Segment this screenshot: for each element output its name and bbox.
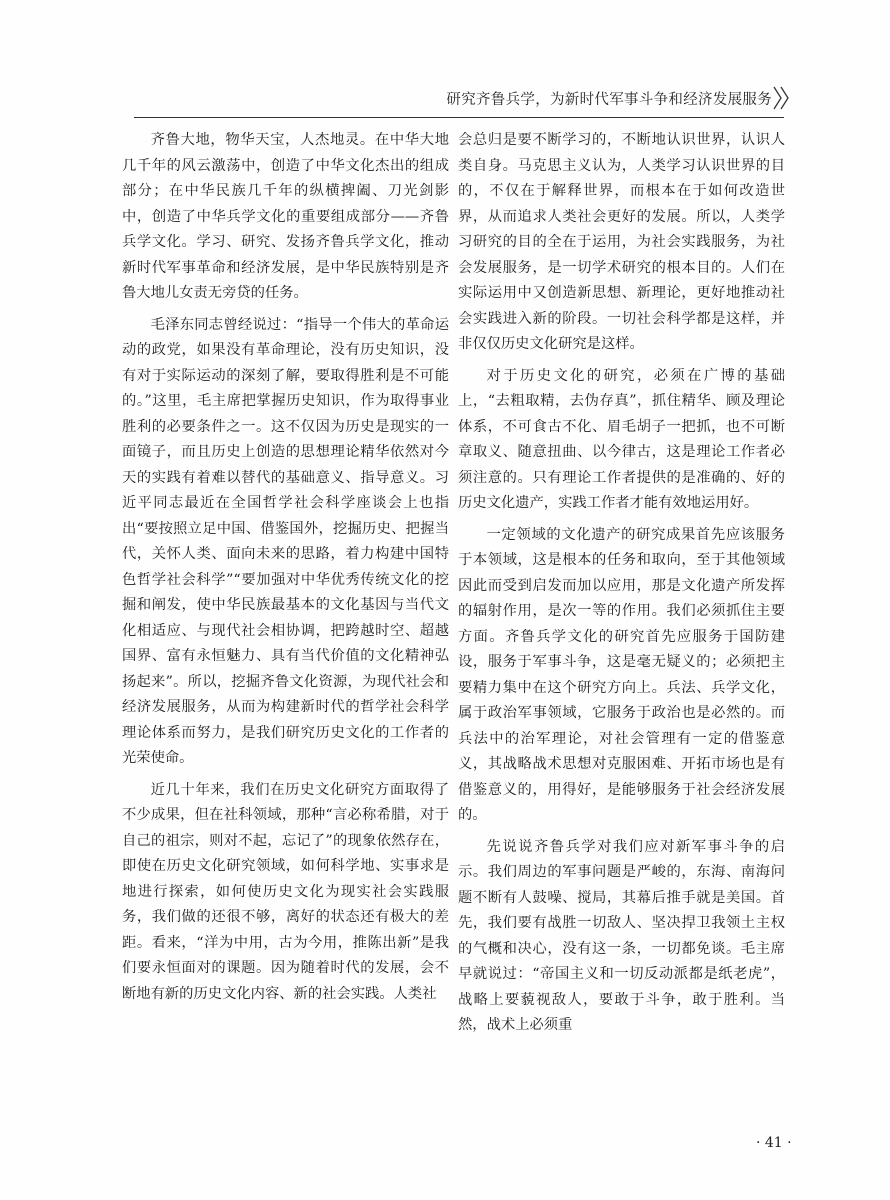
right-column [458, 128, 785, 1045]
paragraph: 对于历史文化的研究，必须在广博的基础上，“去粗取精，去伪存真”，抓住精华、顾及理论体系，不可食古不化、眉毛胡子一把抓，也不可断章取义、随意扭曲、以今律古，这是理论工作者必须注意的。只有理论工作者提供的是准确的、好的历史文化遗产，实践工作者才能有效地运用好。 [458, 367, 785, 511]
running-header [0, 80, 890, 120]
page-number: · 41 · [756, 1135, 792, 1151]
header-divider [134, 117, 784, 118]
double-chevron-right-icon [772, 84, 792, 116]
paragraph: 一定领域的文化遗产的研究成果首先应该服务于本领域，这是根本的任务和取向，至于其他领域因此而受到启发而加以应用，那是文化遗产所发挥的辐射作用，是次一等的作用。我们必须抓住主要方面。齐鲁兵学文化的研究首先应服务于国防建设，服务于军事斗争，这是毫无疑义的；必须把主要精力集中在这个研究方向上。兵法、兵学文化，属于政治军事领域，它服务于政治也是必然的。而兵法中的治军理论，对社会管理有一定的借鉴意义，其战略战术思想对克服困难、开拓市场也是有借鉴意义的，用得好，是能够服务于社会经济发展的。 [458, 526, 785, 823]
paragraph: 毛泽东同志曾经说过：“指导一个伟大的革命运动的政党，如果没有革命理论，没有历史知识，没有对于实际运动的深刻了解，要取得胜利是不可能的。”这里，毛主席把掌握历史知识，作为取得事业胜利的必要条件之一。这不仅因为历史是现实的一面镜子，而且历史上创造的思想理论精华依然对今天的实践有着难以替代的基础意义、指导意义。习近平同志最近在全国哲学社会科学座谈会上也指出“要按照立足中国、借鉴国外，挖掘历史、把握当代，关怀人类、面向未来的思路，着力构建中国特色哲学社会科学”“要加强对中华优秀传统文化的挖掘和阐发，使中华民族最基本的文化基因与当代文化相适应、与现代社会相协调，把跨越时空、超越国界、富有永恒魅力、具有当代价值的文化精神弘扬起来”。所以，挖掘齐鲁文化资源，为现代社会和经济发展服务，从而为构建新时代的哲学社会科学理论体系而努力，是我们研究历史文化的工作者的光荣使命。 [122, 316, 449, 766]
left-column [122, 128, 449, 1013]
paragraph-continued: 会总归是要不断学习的，不断地认识世界，认识人类自身。马克思主义认为，人类学习认识世界的目的，不仅在于解释世界，而根本在于如何改造世界，从而追求人类社会更好的发展。所以，人类学习研究的目的全在于运用，为社会实践服务，为社会发展服务，是一切学术研究的根本目的。人们在实际运用中又创造新思想、新理论，更好地推动社会实践进入新的阶段。一切社会科学都是这样，并非仅仅历史文化研究是这样。 [458, 132, 785, 352]
paragraph: 近几十年来，我们在历史文化研究方面取得了不少成果，但在社科领域，那种“言必称希腊，对于自己的祖宗，则对不起，忘记了”的现象依然存在，即使在历史文化研究领域，如何科学地、实事求是地进行探索，如何使历史文化为现实社会实践服务，我们做的还很不够，离好的状态还有极大的差距。看来，“洋为中用，古为今用，推陈出新”是我们要永恒面对的课题。因为随着时代的发展，会不断地有新的历史文化内容、新的社会实践。人类社 [122, 781, 449, 1002]
paragraph: 先说说齐鲁兵学对我们应对新军事斗争的启示。我们周边的军事问题是严峻的，东海、南海问题不断有人鼓噪、搅局，其幕后推手就是美国。首先，我们要有战胜一切敌人、坚决捍卫我领土主权的气概和决心，没有这一条，一切都免谈。毛主席早就说过：“帝国主义和一切反动派都是纸老虎”，战略上要藐视敌人，要敢于斗争，敢于胜利。当然，战术上必须重 [458, 838, 785, 1033]
paragraph: 齐鲁大地，物华天宝，人杰地灵。在中华大地几千年的风云激荡中，创造了中华文化杰出的组成部分；在中华民族几千年的纵横捭阖、刀光剑影中，创造了中华兵学文化的重要组成部分——齐鲁兵学文化。学习、研究、发扬齐鲁兵学文化，推动新时代军事革命和经济发展，是中华民族特别是齐鲁大地儿女责无旁贷的任务。 [122, 132, 449, 301]
running-header-title: 研究齐鲁兵学，为新时代军事斗争和经济发展服务 [446, 92, 772, 108]
